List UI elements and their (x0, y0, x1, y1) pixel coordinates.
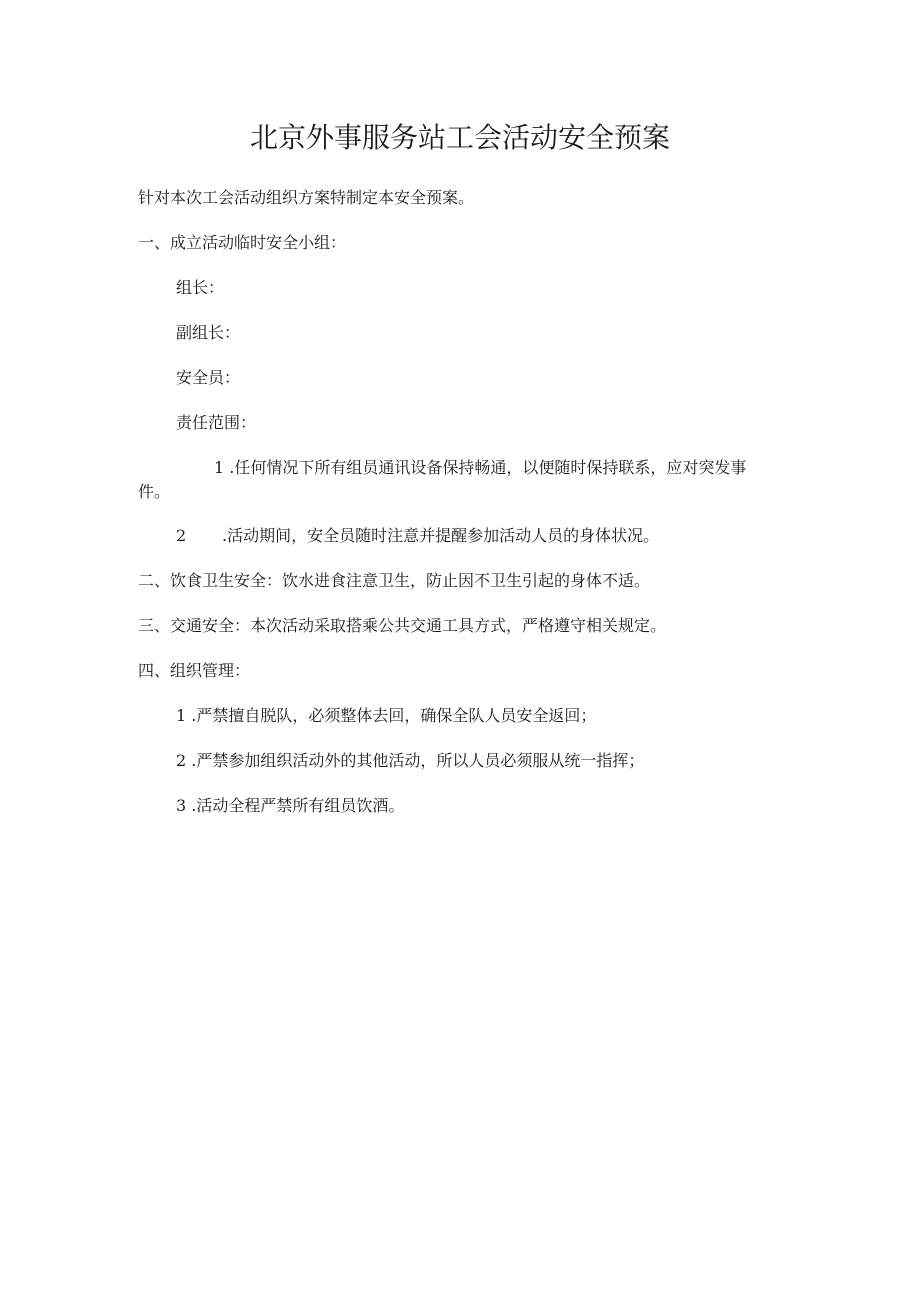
section-1-item-1 (138, 456, 758, 504)
intro-paragraph: 针对本次工会活动组织方案特制定本安全预案。 (138, 188, 475, 207)
item-text: .任何情况下所有组员通讯设备保持畅通，以便随时保持联系，应对突发事件。 (138, 458, 747, 501)
item-text: .活动全程严禁所有组员饮酒。 (191, 796, 405, 815)
section-4-heading: 四、组织管理： (138, 661, 251, 680)
item-text: .严禁擅自脱队，必须整体去回，确保全队人员安全返回； (191, 706, 597, 725)
item-text: .严禁参加组织活动外的其他活动，所以人员必须服从统一指挥； (191, 751, 645, 770)
section-4-item-3 (176, 794, 404, 818)
section-1-heading: 一、成立活动临时安全小组： (138, 233, 347, 252)
document-title: 北京外事服务站工会活动安全预案 (249, 121, 670, 154)
leader-label: 组长： (176, 278, 225, 297)
item-text: .活动期间，安全员随时注意并提醒参加活动人员的身体状况。 (222, 526, 660, 545)
responsibility-label: 责任范围： (176, 413, 257, 432)
section-1-item-2 (176, 524, 659, 548)
section-4-item-2 (176, 749, 644, 773)
item-number: 1 (176, 706, 187, 725)
item-number: 2 (176, 751, 187, 770)
item-number: 1 (214, 458, 225, 477)
item-number: 3 (176, 796, 187, 815)
section-4-item-1 (176, 704, 596, 728)
section-3-paragraph: 三、交通安全：本次活动采取搭乘公共交通工具方式，严格遵守相关规定。 (138, 616, 667, 635)
item-number: 2 (176, 526, 187, 545)
safety-officer-label: 安全员： (176, 368, 241, 387)
deputy-leader-label: 副组长： (176, 323, 241, 342)
section-2-paragraph: 二、饮食卫生安全：饮水进食注意卫生，防止因不卫生引起的身体不适。 (138, 571, 651, 590)
